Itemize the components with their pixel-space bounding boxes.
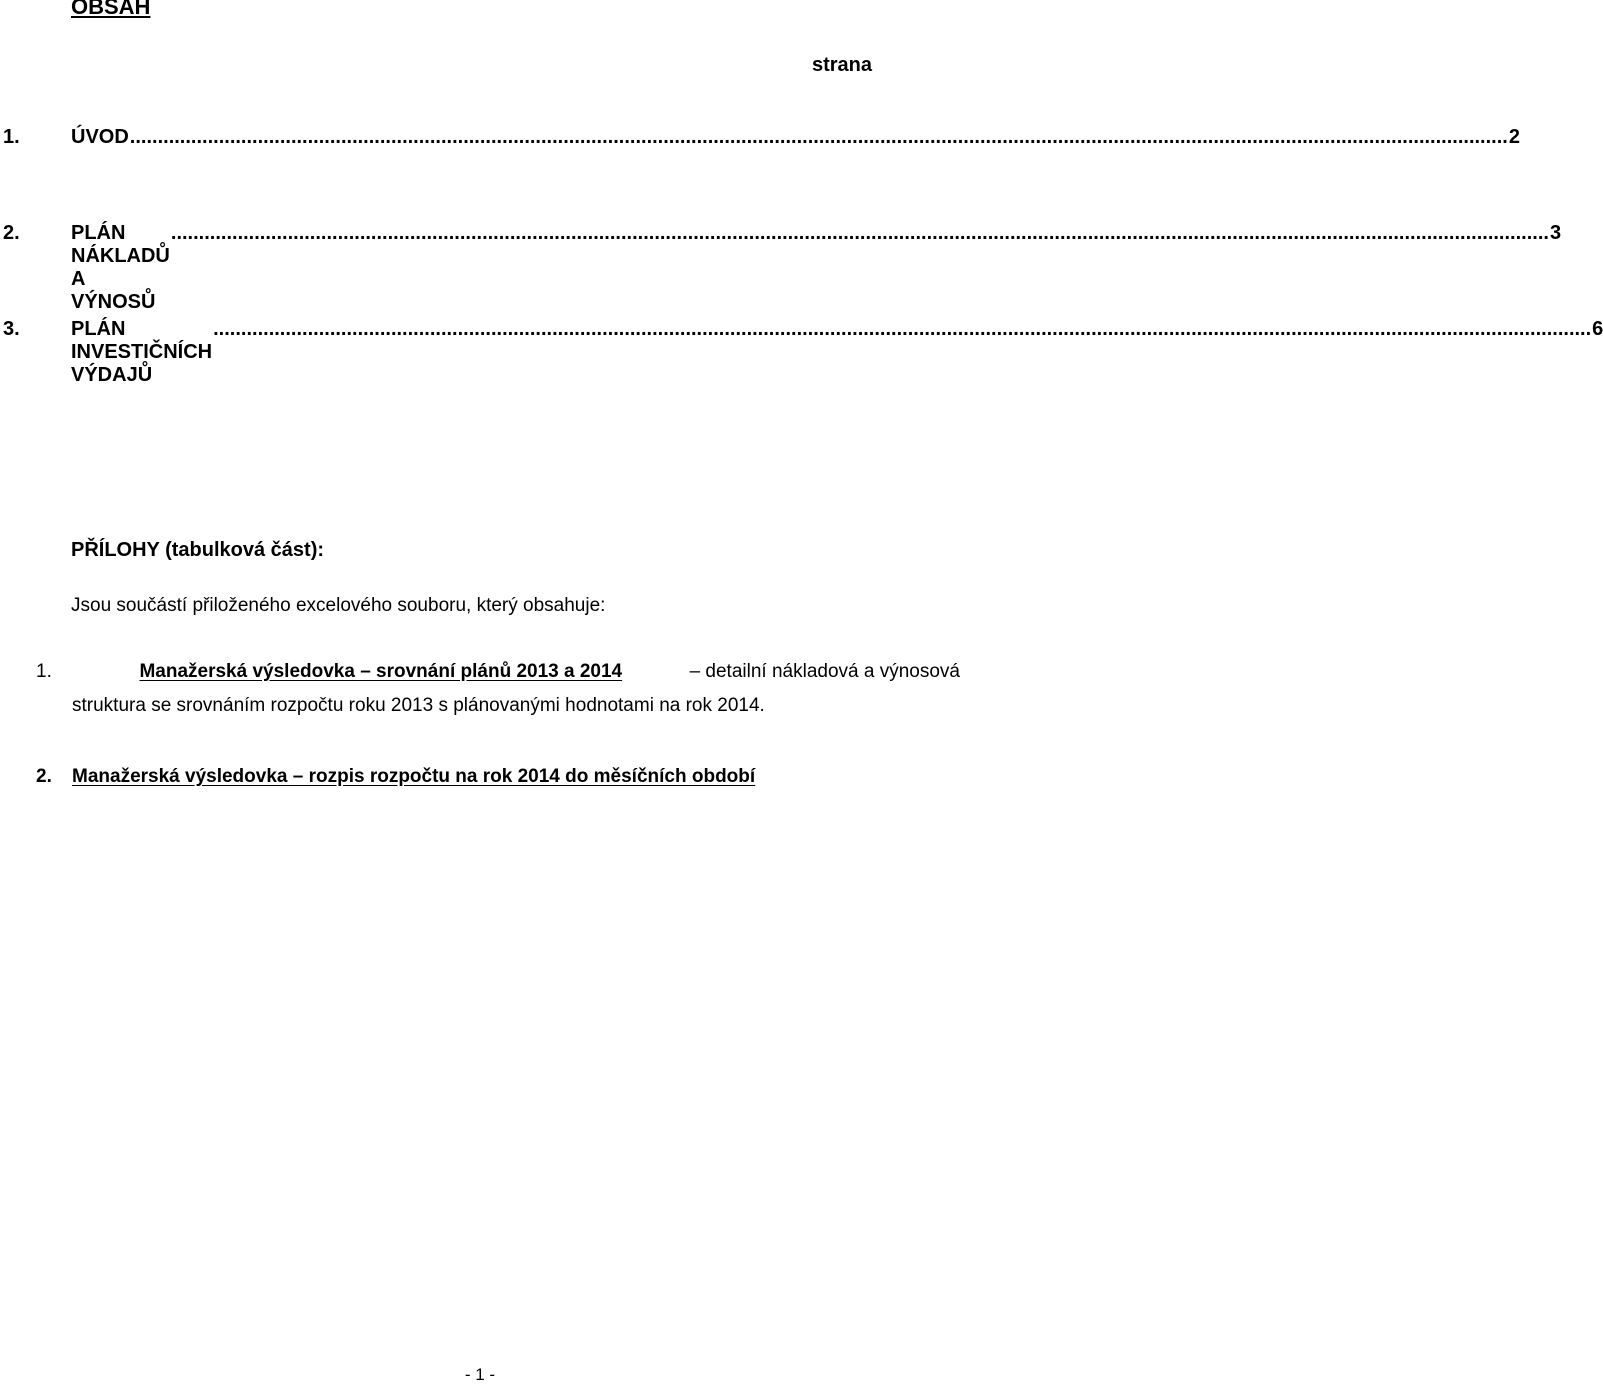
toc-entry-title: ÚVOD [71,126,129,148]
toc-entry-title: PLÁN INVESTIČNÍCH VÝDAJŮ [71,318,213,386]
page-column-label: strana [811,54,872,76]
page-number-text: - 1 - [464,1365,496,1384]
toc-entry-1[interactable] [0,126,1520,152]
appendix-item-number: 1. [36,661,52,682]
appendix-item-2 [36,766,755,788]
toc-heading: OBSAH [71,0,151,19]
toc-entry-number: 3. [3,318,20,340]
appendix-item-title: Manažerská výsledovka – rozpis rozpočtu na rok 2014 do měsíčních období [72,766,756,787]
toc-entry-title: PLÁN NÁKLADŮ A VÝNOSŮ [71,222,170,313]
toc-entry-3[interactable] [0,318,1603,386]
toc-entry-number: 2. [3,222,20,244]
appendix-intro: Jsou součástí přiloženého excelového souboru, který obsahuje: [71,595,606,616]
toc-leader-dots: ........................................................................................................................................................................................................................................................ [170,222,1549,244]
toc-entry-page: 2 [1508,126,1520,148]
toc-entry-2[interactable] [0,222,1562,313]
appendix-item-description-continued: struktura se srovnáním rozpočtu roku 2013 s plánovanými hodnotami na rok 2014. [72,695,765,716]
toc-leader-dots: ........................................................................................................................................................................................................................................................ [213,318,1592,340]
appendix-item-description: – detailní nákladová a výnosová [689,661,960,682]
appendix-item-number: 2. [36,766,52,787]
toc-entry-number: 1. [3,126,20,148]
appendix-item-1 [36,655,960,723]
appendix-title: PŘÍLOHY (tabulková část): [71,539,325,561]
toc-entry-page: 6 [1592,318,1603,340]
toc-entry-page: 3 [1549,222,1562,244]
page-number [0,1365,960,1385]
toc-leader-dots: ........................................................................................................................................................................................................................................................ [129,126,1508,148]
appendix-item-title: Manažerská výsledovka – srovnání plánů 2013 a 2014 [139,661,623,682]
